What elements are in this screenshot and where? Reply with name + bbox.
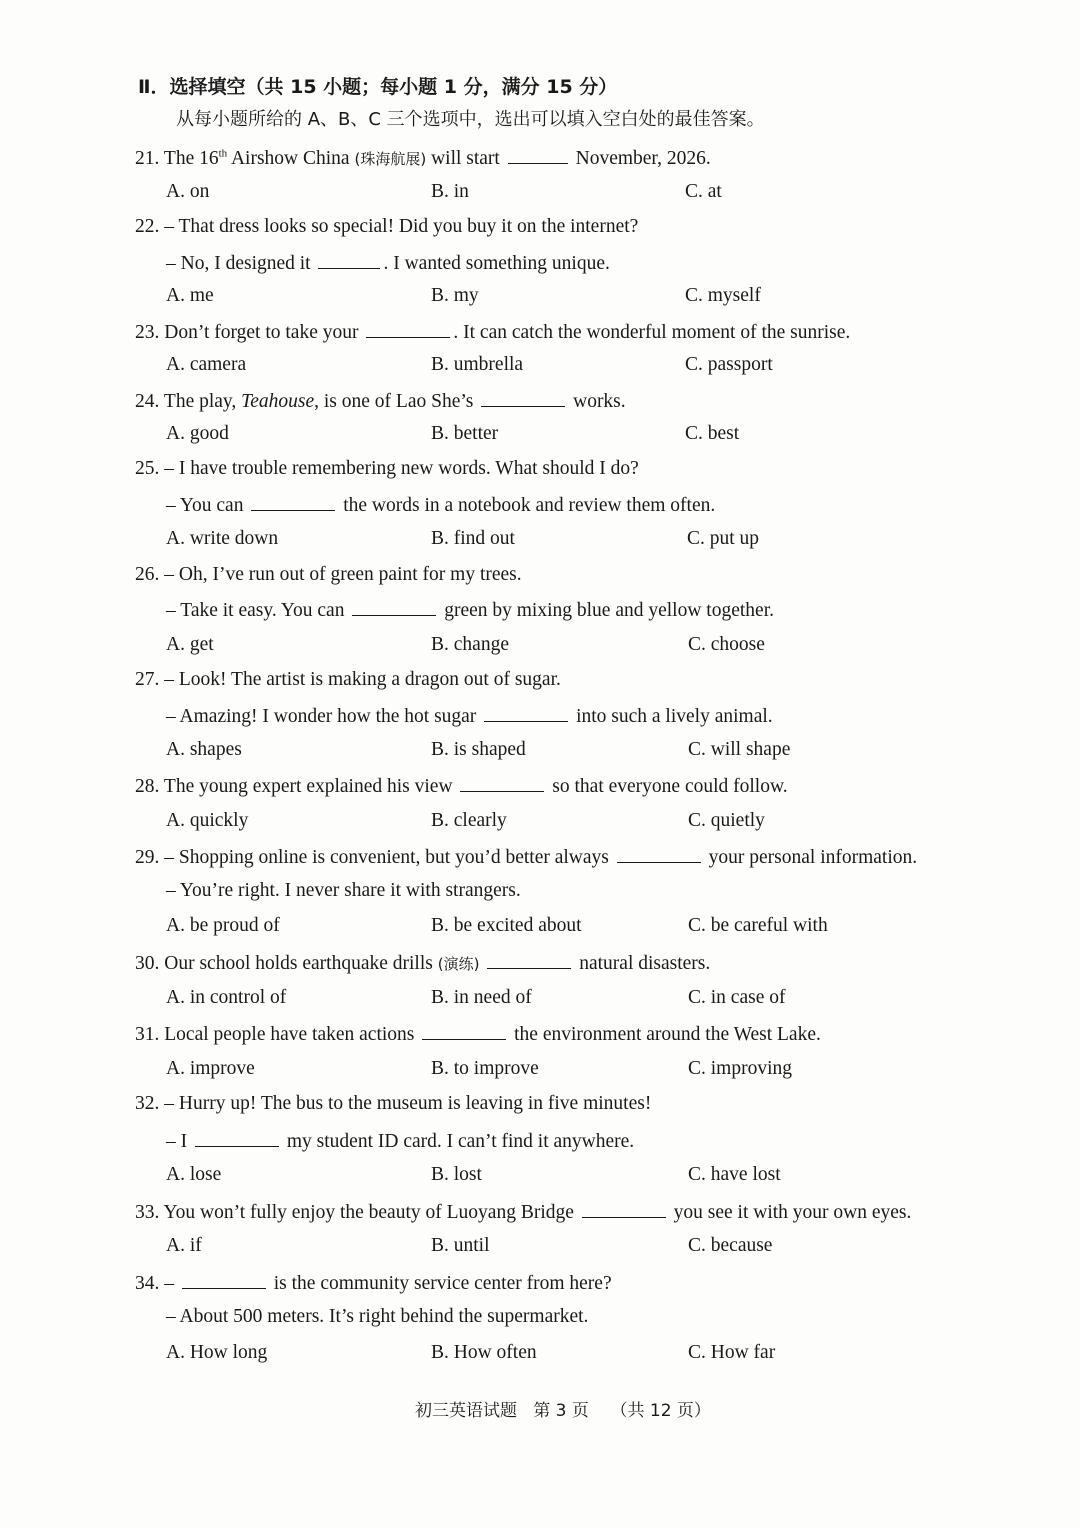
- question-22-line-2: [166, 250, 610, 276]
- question-number: 22.: [135, 216, 160, 237]
- question-text: works.: [573, 391, 626, 412]
- question-32: [135, 1092, 651, 1116]
- option-b[interactable]: B. my: [431, 285, 479, 306]
- question-23: [135, 319, 850, 345]
- question-text: the environment around the West Lake.: [514, 1024, 821, 1045]
- option-a[interactable]: A. be proud of: [166, 915, 280, 936]
- option-c[interactable]: C. have lost: [688, 1164, 781, 1185]
- question-text: green by mixing blue and yellow together.: [444, 600, 774, 621]
- question-text: The 16: [163, 148, 219, 169]
- answer-blank[interactable]: [352, 597, 436, 616]
- question-text: into such a lively animal.: [576, 706, 773, 727]
- question-text: – I: [166, 1131, 188, 1152]
- footer-total-pages: （共 12 页）: [610, 1401, 711, 1421]
- question-text: – I have trouble remembering new words. What should I do?: [164, 458, 639, 479]
- option-a[interactable]: A. good: [166, 423, 229, 444]
- question-number: 30.: [135, 953, 160, 974]
- question-text: – Look! The artist is making a dragon out of sugar.: [164, 669, 561, 690]
- question-number: 25.: [135, 458, 160, 479]
- question-text: – You’re right. I never share it with strangers.: [166, 880, 521, 901]
- question-text: Airshow China: [227, 148, 355, 169]
- question-text: you see it with your own eyes.: [673, 1202, 912, 1223]
- answer-blank[interactable]: [617, 844, 701, 863]
- option-a[interactable]: A. write down: [166, 528, 279, 549]
- option-a[interactable]: A. lose: [166, 1164, 222, 1185]
- option-c[interactable]: C. put up: [687, 528, 760, 549]
- question-text: will start: [426, 148, 500, 169]
- option-a[interactable]: A. me: [166, 285, 214, 306]
- play-title: Teahouse: [241, 391, 315, 412]
- question-number: 27.: [135, 669, 160, 690]
- answer-blank[interactable]: [251, 492, 335, 511]
- question-25: [135, 457, 639, 481]
- option-a[interactable]: A. camera: [166, 354, 247, 375]
- question-25-line-2: [166, 492, 715, 518]
- question-text: – About 500 meters. It’s right behind the supermarket.: [166, 1306, 589, 1327]
- option-c[interactable]: C. improving: [688, 1058, 793, 1079]
- question-29-line-2: [166, 879, 521, 903]
- question-text: The play,: [163, 391, 242, 412]
- question-text: – Amazing! I wonder how the hot sugar: [166, 706, 477, 727]
- footer-page-number: 第 3 页: [533, 1401, 589, 1421]
- chinese-gloss: (珠海航展): [354, 150, 427, 168]
- question-text: Our school holds earthquake drills: [164, 953, 438, 974]
- option-a[interactable]: A. on: [166, 181, 210, 202]
- question-33: [135, 1199, 911, 1225]
- option-b[interactable]: B. find out: [431, 528, 515, 549]
- question-text: natural disasters.: [579, 953, 711, 974]
- question-text: – Shopping online is convenient, but you’d better always: [164, 847, 609, 868]
- option-b[interactable]: B. clearly: [431, 810, 507, 831]
- option-b[interactable]: B. in: [431, 181, 469, 202]
- option-b[interactable]: B. to improve: [431, 1058, 539, 1079]
- option-b[interactable]: B. better: [431, 423, 499, 444]
- question-24: [135, 388, 626, 414]
- option-b[interactable]: B. How often: [431, 1342, 537, 1363]
- page-footer: [415, 1399, 711, 1423]
- option-a[interactable]: A. in control of: [166, 987, 287, 1008]
- question-text: – Take it easy. You can: [166, 600, 345, 621]
- option-a[interactable]: A. if: [166, 1235, 202, 1256]
- option-a[interactable]: A. How long: [166, 1342, 268, 1363]
- option-a[interactable]: A. improve: [166, 1058, 255, 1079]
- question-text: November, 2026.: [575, 148, 711, 169]
- answer-blank[interactable]: [195, 1128, 279, 1147]
- answer-blank[interactable]: [366, 319, 450, 338]
- question-text: is the community service center from here?: [273, 1273, 612, 1294]
- question-21: [135, 145, 711, 171]
- question-26-line-2: [166, 597, 774, 623]
- option-a[interactable]: A. shapes: [166, 739, 242, 760]
- answer-blank[interactable]: [422, 1021, 506, 1040]
- option-a[interactable]: A. quickly: [166, 810, 249, 831]
- question-29: [135, 844, 917, 870]
- question-number: 26.: [135, 564, 160, 585]
- option-c[interactable]: C. in case of: [688, 987, 786, 1008]
- question-number: 32.: [135, 1093, 160, 1114]
- question-text: the words in a notebook and review them often.: [343, 495, 716, 516]
- question-number: 34.: [135, 1273, 160, 1294]
- option-c[interactable]: C. because: [688, 1235, 773, 1256]
- option-c[interactable]: C. myself: [685, 285, 761, 306]
- option-c[interactable]: C. quietly: [688, 810, 765, 831]
- question-number: 21.: [135, 148, 160, 169]
- option-c[interactable]: C. be careful with: [688, 915, 828, 936]
- option-c[interactable]: C. best: [685, 423, 740, 444]
- question-text: – Hurry up! The bus to the museum is leaving in five minutes!: [164, 1093, 652, 1114]
- question-text: . It can catch the wonderful moment of the sunrise.: [453, 322, 851, 343]
- question-text: – That dress looks so special! Did you buy it on the internet?: [164, 216, 639, 237]
- question-text: , is one of Lao She’s: [314, 391, 474, 412]
- question-text: my student ID card. I can’t find it anywhere.: [286, 1131, 635, 1152]
- question-number: 31.: [135, 1024, 160, 1045]
- question-22: [135, 215, 638, 239]
- question-text: Local people have taken actions: [164, 1024, 415, 1045]
- answer-blank[interactable]: [318, 250, 380, 269]
- answer-blank[interactable]: [460, 773, 544, 792]
- option-b[interactable]: B. lost: [431, 1164, 482, 1185]
- question-34: [135, 1270, 612, 1296]
- question-31: [135, 1021, 821, 1047]
- option-c[interactable]: C. at: [685, 181, 722, 202]
- question-26: [135, 563, 522, 587]
- option-b[interactable]: B. change: [431, 634, 509, 655]
- superscript: th: [218, 147, 228, 160]
- answer-blank[interactable]: [182, 1270, 266, 1289]
- option-b[interactable]: B. in need of: [431, 987, 532, 1008]
- question-text: – You can: [166, 495, 244, 516]
- question-text: your personal information.: [708, 847, 918, 868]
- question-30: [135, 950, 710, 976]
- chinese-gloss: (演练): [437, 955, 480, 973]
- answer-blank[interactable]: [481, 388, 565, 407]
- question-number: 23.: [135, 322, 160, 343]
- option-b[interactable]: B. umbrella: [431, 354, 524, 375]
- question-text: The young expert explained his view: [163, 776, 453, 797]
- answer-blank[interactable]: [484, 703, 568, 722]
- question-text: Don’t forget to take your: [164, 322, 359, 343]
- question-27-line-2: [166, 703, 773, 729]
- question-27: [135, 668, 561, 692]
- option-c[interactable]: C. How far: [688, 1342, 776, 1363]
- option-c[interactable]: C. will shape: [688, 739, 791, 760]
- option-b[interactable]: B. until: [431, 1235, 490, 1256]
- question-34-line-2: [166, 1305, 588, 1329]
- question-text: – Oh, I’ve run out of green paint for my trees.: [164, 564, 522, 585]
- option-a[interactable]: A. get: [166, 634, 214, 655]
- answer-blank[interactable]: [487, 950, 571, 969]
- question-text: You won’t fully enjoy the beauty of Luoyang Bridge: [163, 1202, 574, 1223]
- option-c[interactable]: C. choose: [688, 634, 765, 655]
- option-b[interactable]: B. be excited about: [431, 915, 582, 936]
- section-heading: Ⅱ．选择填空（共 15 小题；每小题 1 分，满分 15 分）: [138, 76, 618, 98]
- answer-blank[interactable]: [582, 1199, 666, 1218]
- section-instruction: 从每小题所给的 A、B、C 三个选项中，选出可以填入空白处的最佳答案。: [176, 109, 765, 130]
- question-text: – No, I designed it: [166, 253, 311, 274]
- question-number: 33.: [135, 1202, 160, 1223]
- footer-title: 初三英语试题: [415, 1401, 517, 1421]
- question-number: 28.: [135, 776, 160, 797]
- question-text: . I wanted something unique.: [383, 253, 610, 274]
- question-number: 24.: [135, 391, 160, 412]
- question-text: –: [164, 1273, 174, 1294]
- option-b[interactable]: B. is shaped: [431, 739, 526, 760]
- question-text: so that everyone could follow.: [552, 776, 788, 797]
- question-32-line-2: [166, 1128, 634, 1154]
- question-28: [135, 773, 788, 799]
- answer-blank[interactable]: [508, 145, 568, 164]
- question-number: 29.: [135, 847, 160, 868]
- option-c[interactable]: C. passport: [685, 354, 773, 375]
